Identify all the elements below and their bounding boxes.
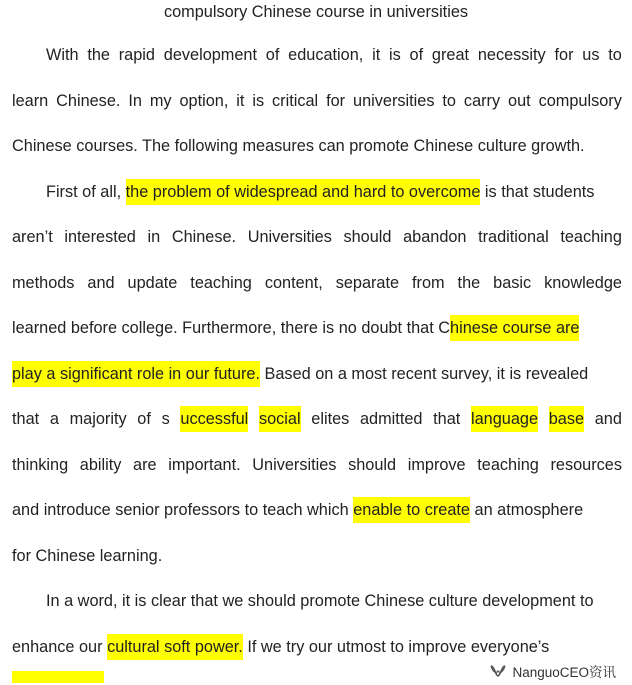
essay-line xyxy=(12,452,622,478)
essay-line xyxy=(46,179,622,205)
essay-word: my xyxy=(149,91,172,110)
essay-word: great xyxy=(431,46,470,64)
essay-word: rapid xyxy=(118,46,155,64)
essay-text: enhance our xyxy=(12,637,108,656)
essay-word: ability xyxy=(79,455,122,474)
essay-word: development xyxy=(163,46,257,64)
essay-text: First of all, xyxy=(46,182,126,201)
essay-word: universities xyxy=(353,91,435,110)
essay-word: that xyxy=(12,410,40,428)
essay-word: content, xyxy=(264,273,323,292)
essay-line xyxy=(46,42,622,68)
essay-word: admitted xyxy=(360,410,423,428)
essay-word: to xyxy=(608,46,622,64)
highlighted-phrase: enable to create xyxy=(353,497,470,523)
essay-word: in xyxy=(147,228,161,246)
essay-text: If we try our utmost to improve everyone’s xyxy=(242,637,550,656)
essay-word: knowledge xyxy=(544,273,622,292)
essay-word: of xyxy=(409,46,424,64)
highlighted-phrase: base xyxy=(549,406,584,432)
wechat-channel-icon xyxy=(488,662,508,680)
essay-word: resources xyxy=(550,455,622,474)
essay-word: learn xyxy=(12,91,49,110)
essay-word: teaching xyxy=(477,455,539,474)
essay-word: thinking xyxy=(12,455,69,474)
essay-word: the xyxy=(87,46,110,64)
essay-word: of xyxy=(137,410,151,428)
essay-word: aren’t xyxy=(12,228,53,246)
essay-word: is xyxy=(252,91,265,110)
essay-word: majority xyxy=(69,410,127,428)
essay-word: should xyxy=(348,455,397,474)
essay-word: important. xyxy=(168,455,241,474)
essay-word: critical xyxy=(272,91,319,110)
essay-line xyxy=(12,224,622,250)
highlighted-phrase: play a significant role in our future. xyxy=(12,361,260,387)
essay-word: that xyxy=(433,410,461,428)
essay-line xyxy=(12,270,622,296)
essay-word: improve xyxy=(407,455,466,474)
essay-word: us xyxy=(582,46,600,64)
essay-text: for Chinese learning. xyxy=(12,546,163,565)
essay-word: should xyxy=(343,228,392,246)
highlighted-phrase: social xyxy=(259,406,301,432)
essay-text: Chinese courses. The following measures can promote Chinese culture growth. xyxy=(12,137,585,155)
essay-word: compulsory xyxy=(538,91,622,110)
essay-text: learned before college. Furthermore, there is no doubt that C xyxy=(12,319,451,337)
highlight-continuation xyxy=(12,671,104,683)
highlighted-phrase: uccessful xyxy=(180,406,248,432)
document-title-text: compulsory Chinese course in universities xyxy=(163,3,469,21)
essay-word: Universities xyxy=(247,228,332,246)
essay-word: Universities xyxy=(252,455,337,474)
essay-word: it xyxy=(236,91,245,110)
essay-line xyxy=(12,497,622,523)
essay-word: s xyxy=(161,410,170,428)
essay-word: education, xyxy=(288,46,364,64)
essay-word: option, xyxy=(179,91,229,110)
essay-word: teaching xyxy=(560,228,622,246)
watermark xyxy=(486,659,618,683)
watermark-text: NanguoCEO资讯 xyxy=(512,665,616,680)
essay-word: from xyxy=(412,273,445,292)
essay-word: separate xyxy=(335,273,400,292)
highlighted-phrase: cultural soft power. xyxy=(107,634,243,660)
essay-word: Chinese. xyxy=(56,91,121,110)
essay-line xyxy=(12,133,622,159)
essay-word: With xyxy=(46,46,79,64)
essay-word: the xyxy=(457,273,481,292)
essay-word: and xyxy=(87,273,115,292)
highlighted-phrase: hinese course are xyxy=(450,315,579,341)
essay-text: In a word, it is clear that we should promote Chinese culture development to xyxy=(46,592,594,610)
document-title xyxy=(0,0,632,25)
essay-word: methods xyxy=(12,273,75,292)
essay-word: to xyxy=(442,91,456,110)
essay-word: of xyxy=(265,46,280,64)
essay-text: is that students xyxy=(480,182,595,201)
highlighted-phrase: language xyxy=(471,406,538,432)
essay-text: Based on a most recent survey, it is revealed xyxy=(259,364,589,383)
essay-word: a xyxy=(49,410,59,428)
essay-word: basic xyxy=(493,273,532,292)
essay-word: interested xyxy=(64,228,136,246)
essay-line xyxy=(12,634,622,660)
essay-word: abandon xyxy=(403,228,467,246)
essay-word: Chinese. xyxy=(171,228,237,246)
essay-word: are xyxy=(133,455,157,474)
essay-word: for xyxy=(326,91,346,110)
essay-line xyxy=(12,88,622,114)
essay-line xyxy=(46,588,622,614)
essay-word: necessity xyxy=(477,46,546,64)
essay-word: In xyxy=(128,91,142,110)
essay-word: and xyxy=(594,410,622,428)
essay-word: for xyxy=(554,46,574,64)
essay-word: traditional xyxy=(478,228,549,246)
essay-line xyxy=(12,406,622,432)
essay-line xyxy=(12,543,622,569)
essay-line xyxy=(12,315,622,341)
essay-line xyxy=(12,361,622,387)
highlighted-phrase: the problem of widespread and hard to overcome xyxy=(126,179,481,205)
essay-word: is xyxy=(389,46,401,64)
essay-word: carry xyxy=(463,91,501,110)
essay-word: update xyxy=(127,273,178,292)
essay-word: it xyxy=(372,46,381,64)
essay-text: an atmosphere xyxy=(469,501,584,519)
essay-word: elites xyxy=(311,410,350,428)
essay-word: teaching xyxy=(190,273,252,292)
essay-text: and introduce senior professors to teach which xyxy=(12,501,354,519)
essay-word: out xyxy=(508,91,531,110)
